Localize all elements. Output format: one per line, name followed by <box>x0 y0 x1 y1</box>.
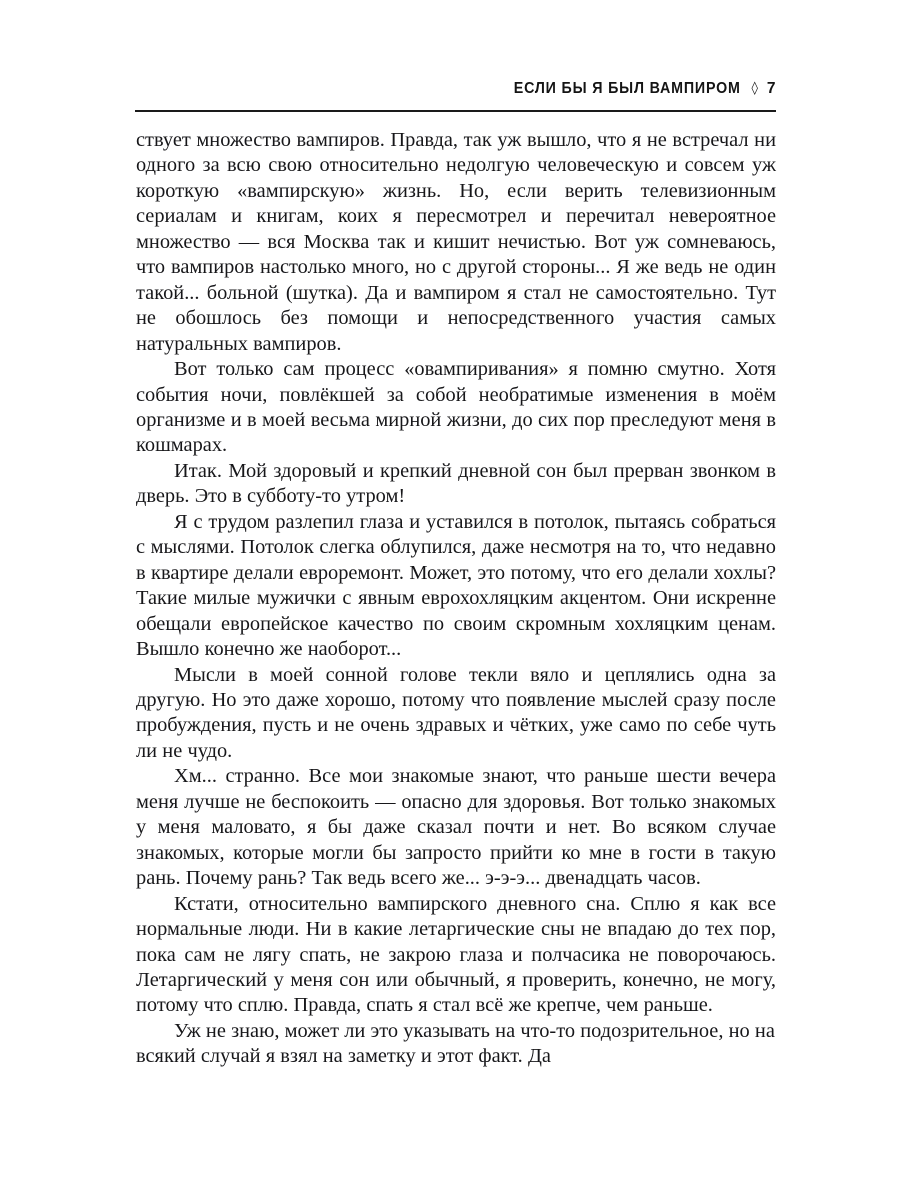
diamond-separator-icon: ◊ <box>751 81 758 96</box>
paragraph: ствует множество вампиров. Правда, так уж вышло, что я не встречал ни одного за всю свою относительно недолгую человеческую и совсем уж короткую «вампирскую» жизнь. Но, если верить телевизионным сериалам и книгам, коих я пересмотрел и перечитал невероятное множество — вся Москва так и кишит нечистью. Вот уж сомневаюсь, что вампиров настолько много, но с другой стороны... Я же ведь не один такой... больной (шутка). Да и вампиром я стал не самостоятельно. Тут не обошлось без помощи и непосредственного участия самых натуральных вампиров. <box>136 129 776 355</box>
paragraph: Хм... странно. Все мои знакомые знают, что раньше шести вечера меня лучше не беспокоить — опасно для здоровья. Вот только знакомых у меня маловато, я бы даже сказал почти и нет. Во всяком случае знакомых, которые могли бы запросто прийти ко мне в гости в такую рань. Почему рань? Так ведь всего же... э-э-э... двенадцать часов. <box>136 765 776 890</box>
header-rule <box>135 110 776 112</box>
body-text-block <box>136 128 776 1070</box>
running-head <box>135 76 776 102</box>
paragraph: Уж не знаю, может ли это указывать на что-то подозрительное, но на всякий случай я взял на заметку и этот факт. Да <box>136 1019 775 1068</box>
paragraph: Кстати, относительно вампирского дневного сна. Сплю я как все нормальные люди. Ни в какие летаргические сны не впадаю до тех пор, пока сам не лягу спать, не закрою глаза и полчасика не поворочаюсь. Летаргический у меня сон или обычный, я проверить, конечно, не могу, потому что сплю. Правда, спать я стал всё же крепче, чем раньше. <box>136 892 776 1017</box>
paragraph: Я с трудом разлепил глаза и уставился в потолок, пытаясь собраться с мыслями. Потолок слегка облупился, даже несмотря на то, что недавно в квартире делали евроремонт. Может, это потому, что его делали хохлы? Такие милые мужички с явным еврохохляцким акцентом. Они искренне обещали европейское качество по своим скромным хохляцким ценам. Вышло конечно же наоборот... <box>136 510 776 661</box>
paragraph: Вот только сам процесс «овампиривания» я помню смутно. Хотя события ночи, повлёкшей за собой необратимые изменения в моём организме и в моей весьма мирной жизни, до сих пор преследуют меня в кошмарах. <box>136 358 776 457</box>
running-head-title: ЕСЛИ БЫ Я БЫЛ ВАМПИРОМ <box>513 80 741 97</box>
paragraph: Итак. Мой здоровый и крепкий дневной сон был прерван звонком в дверь. Это в субботу-то утром! <box>136 459 776 508</box>
page-number: 7 <box>766 80 776 97</box>
paragraph: Мысли в моей сонной голове текли вяло и цеплялись одна за другую. Но это даже хорошо, потому что появление мыслей сразу после пробуждения, пусть и не очень здравых и чётких, уже само по себе чуть ли не чудо. <box>136 663 776 762</box>
